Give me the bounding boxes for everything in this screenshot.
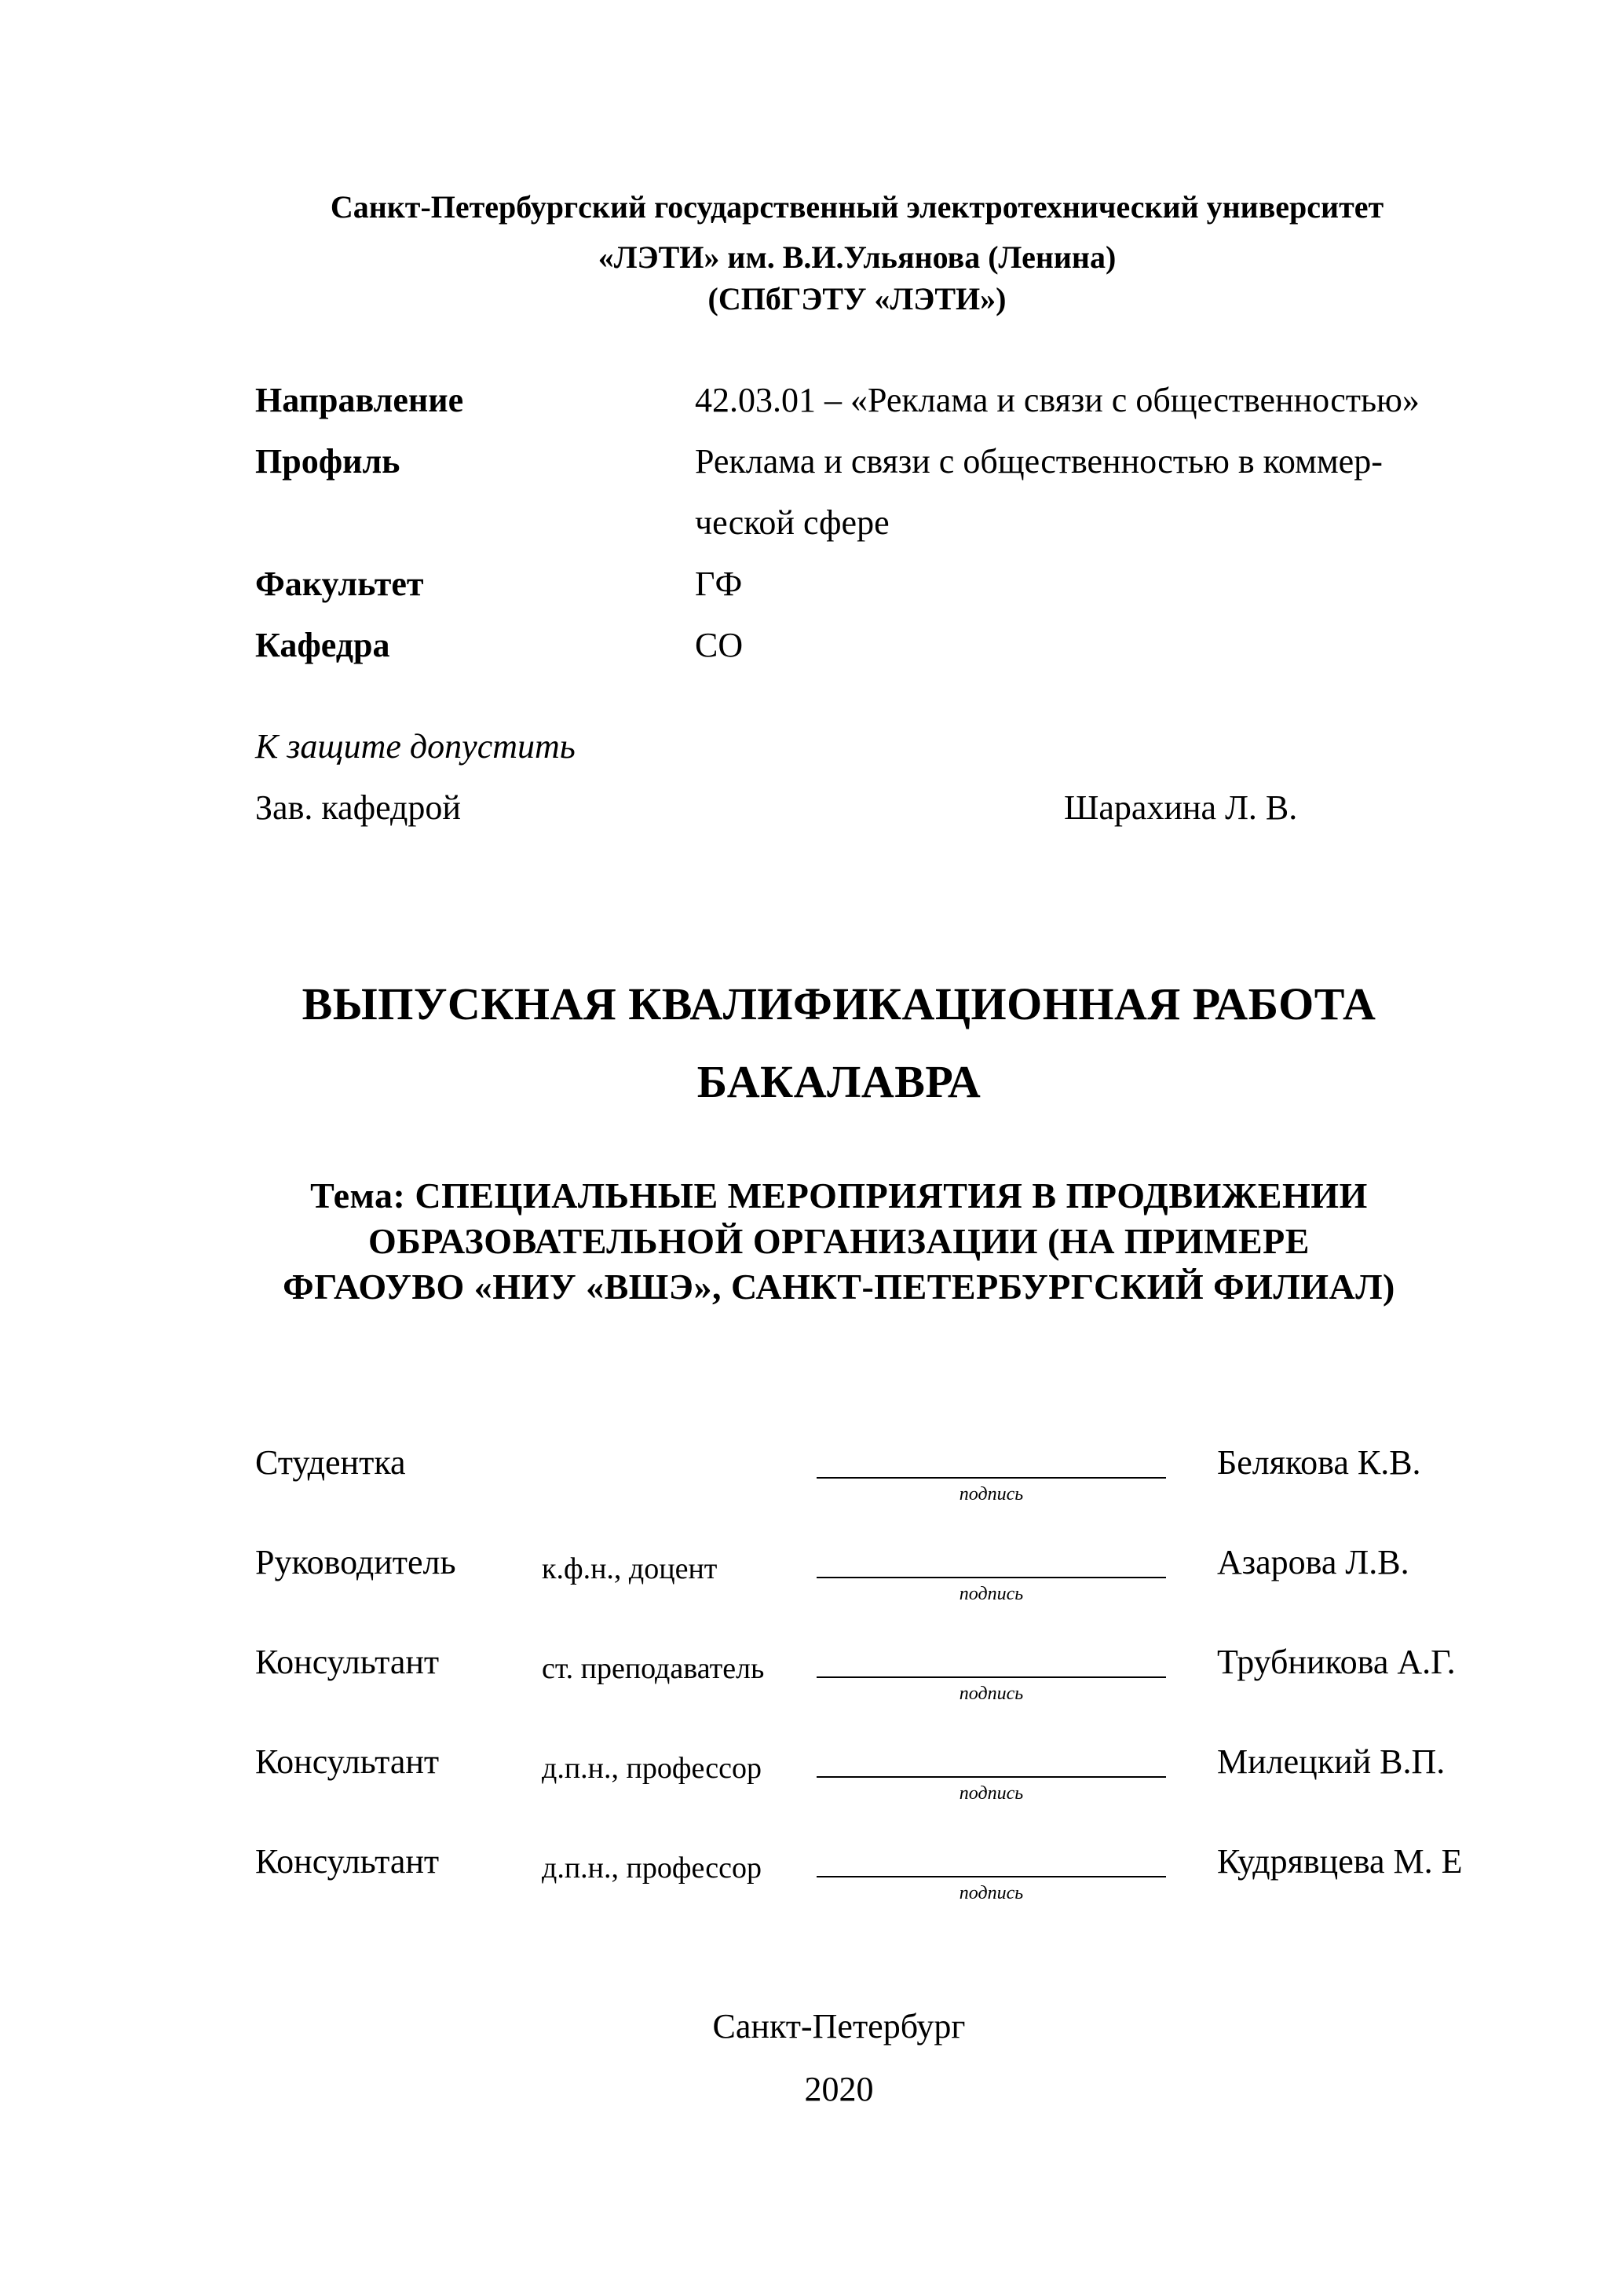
signature-row-consultant-3 bbox=[0, 1840, 1623, 1903]
topic-line-2: ОБРАЗОВАТЕЛЬНОЙ ОРГАНИЗАЦИИ (НА ПРИМЕРЕ bbox=[368, 1221, 1310, 1261]
signature-name: Белякова К.В. bbox=[1217, 1443, 1421, 1482]
signature-row-consultant-2 bbox=[0, 1740, 1623, 1803]
topic-line-1: Тема: СПЕЦИАЛЬНЫЕ МЕРОПРИЯТИЯ В ПРОДВИЖЕНИИ bbox=[310, 1175, 1368, 1216]
document-title-line2: БАКАЛАВРА bbox=[696, 1056, 981, 1107]
department-label: Кафедра bbox=[255, 626, 390, 664]
signature-line bbox=[817, 1577, 1166, 1578]
profile-label: Профиль bbox=[255, 442, 400, 481]
topic-line-3: ФГАОУВО «НИУ «ВШЭ», САНКТ-ПЕТЕРБУРГСКИЙ ФИЛИАЛ) bbox=[283, 1267, 1395, 1307]
signature-role: Студентка bbox=[255, 1443, 406, 1482]
signature-name: Трубникова А.Г. bbox=[1217, 1643, 1456, 1681]
head-of-department-name: Шарахина Л. В. bbox=[1064, 788, 1298, 827]
signature-line bbox=[817, 1477, 1166, 1479]
faculty-value: ГФ bbox=[695, 565, 743, 603]
signature-role: Консультант bbox=[255, 1842, 440, 1881]
admission-note: К защите допустить bbox=[255, 727, 576, 766]
signature-caption: подпись bbox=[959, 1883, 1024, 1903]
signature-caption: подпись bbox=[959, 1783, 1024, 1804]
city: Санкт-Петербург bbox=[712, 2007, 966, 2046]
signature-degree: к.ф.н., доцент bbox=[542, 1552, 718, 1585]
profile-value-continued: ческой сфере bbox=[695, 503, 890, 542]
year: 2020 bbox=[804, 2070, 874, 2108]
document-title: ВЫПУСКНАЯ КВАЛИФИКАЦИОННАЯ РАБОТА bbox=[302, 978, 1376, 1029]
signature-name: Милецкий В.П. bbox=[1217, 1742, 1446, 1781]
signature-line bbox=[817, 1876, 1166, 1877]
university-name: Санкт-Петербургский государственный электротехнический университет bbox=[330, 189, 1384, 225]
faculty-label: Факультет bbox=[255, 565, 424, 603]
signature-line bbox=[817, 1776, 1166, 1778]
signature-line bbox=[817, 1676, 1166, 1678]
signature-role: Консультант bbox=[255, 1742, 440, 1781]
direction-label: Направление bbox=[255, 381, 464, 419]
signature-degree: д.п.н., профессор bbox=[542, 1752, 762, 1785]
signature-name: Азарова Л.В. bbox=[1217, 1543, 1409, 1581]
signature-row-student bbox=[0, 1441, 1623, 1504]
direction-value: 42.03.01 – «Реклама и связи с общественностью» bbox=[695, 381, 1420, 419]
university-abbreviation: (СПбГЭТУ «ЛЭТИ») bbox=[707, 281, 1007, 316]
university-short-name: «ЛЭТИ» им. В.И.Ульянова (Ленина) bbox=[598, 239, 1117, 275]
signature-role: Консультант bbox=[255, 1643, 440, 1681]
signature-caption: подпись bbox=[959, 1684, 1024, 1704]
signature-caption: подпись bbox=[959, 1484, 1024, 1504]
signature-caption: подпись bbox=[959, 1584, 1024, 1604]
department-value: СО bbox=[695, 626, 744, 664]
signature-role: Руководитель bbox=[255, 1543, 456, 1581]
profile-value: Реклама и связи с общественностью в коммер- bbox=[695, 442, 1383, 481]
signature-name: Кудрявцева М. Е bbox=[1217, 1842, 1463, 1881]
head-of-department-role: Зав. кафедрой bbox=[255, 788, 461, 827]
signature-row-supervisor bbox=[0, 1541, 1623, 1603]
signature-row-consultant-1 bbox=[0, 1640, 1623, 1703]
signature-degree: д.п.н., профессор bbox=[542, 1852, 762, 1885]
signature-degree: ст. преподаватель bbox=[542, 1652, 765, 1685]
